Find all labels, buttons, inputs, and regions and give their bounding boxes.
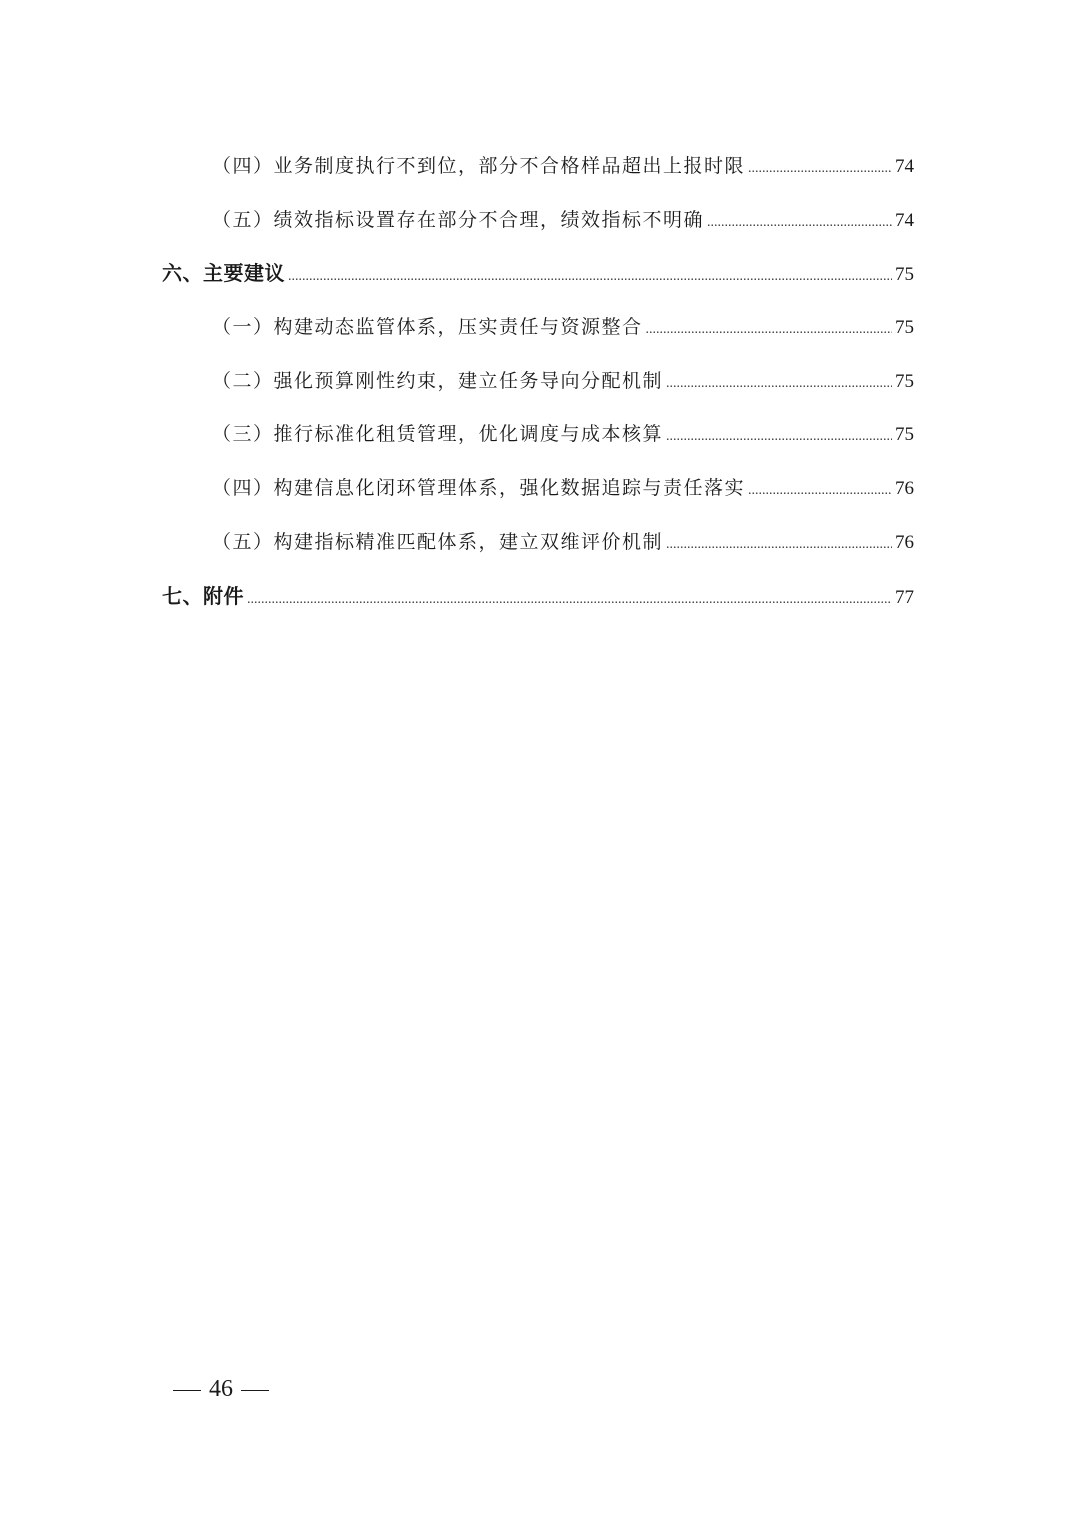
page-number: 46: [209, 1376, 233, 1402]
toc-entry-title: （五）绩效指标设置存在部分不合理，绩效指标不明确: [212, 208, 705, 231]
toc-entry[interactable]: [162, 462, 914, 516]
toc-entry-title: （一）构建动态监管体系，压实责任与资源整合: [212, 316, 643, 339]
toc-entry-page: 74: [895, 156, 914, 177]
table-of-contents: [162, 140, 914, 623]
toc-entry-page: 75: [895, 317, 914, 339]
toc-entry-page: 77: [895, 586, 914, 608]
toc-entry[interactable]: [162, 194, 914, 248]
toc-entry-title: 七、附件: [162, 583, 244, 608]
toc-leader-dots: [666, 410, 892, 464]
toc-entry-title: （五）构建指标精准匹配体系，建立双维评价机制: [212, 530, 664, 553]
toc-entry-page: 76: [895, 478, 914, 500]
toc-leader-dots: [707, 196, 892, 250]
toc-entry[interactable]: [162, 140, 914, 194]
toc-leader-dots: [748, 464, 892, 518]
toc-entry-page: 76: [895, 531, 914, 553]
toc-section-heading[interactable]: [162, 247, 914, 301]
footer-dash-left: [173, 1390, 201, 1392]
toc-section-heading[interactable]: [162, 570, 914, 624]
toc-entry-page: 75: [895, 370, 914, 392]
toc-entry[interactable]: [162, 301, 914, 355]
toc-entry-title: （四）构建信息化闭环管理体系，强化数据追踪与责任落实: [212, 477, 746, 500]
toc-leader-dots: [748, 142, 892, 196]
toc-entry-title: （二）强化预算刚性约束，建立任务导向分配机制: [212, 369, 664, 392]
toc-leader-dots: [646, 303, 892, 357]
toc-leader-dots: [247, 573, 892, 627]
toc-entry-page: 75: [895, 264, 914, 286]
toc-leader-dots: [666, 518, 892, 572]
toc-entry-page: 75: [895, 424, 914, 446]
toc-entry-title: （四）业务制度执行不到位，部分不合格样品超出上报时限: [212, 155, 746, 177]
toc-leader-dots: [666, 357, 892, 411]
toc-entry[interactable]: [162, 355, 914, 409]
toc-entry[interactable]: [162, 516, 914, 570]
page-footer: [165, 1376, 277, 1403]
toc-leader-dots: [288, 250, 892, 304]
footer-dash-right: [241, 1390, 269, 1392]
toc-entry[interactable]: [162, 408, 914, 462]
toc-entry-title: 六、主要建议: [162, 261, 285, 286]
toc-entry-title: （三）推行标准化租赁管理，优化调度与成本核算: [212, 423, 664, 446]
toc-entry-page: 74: [895, 209, 914, 231]
